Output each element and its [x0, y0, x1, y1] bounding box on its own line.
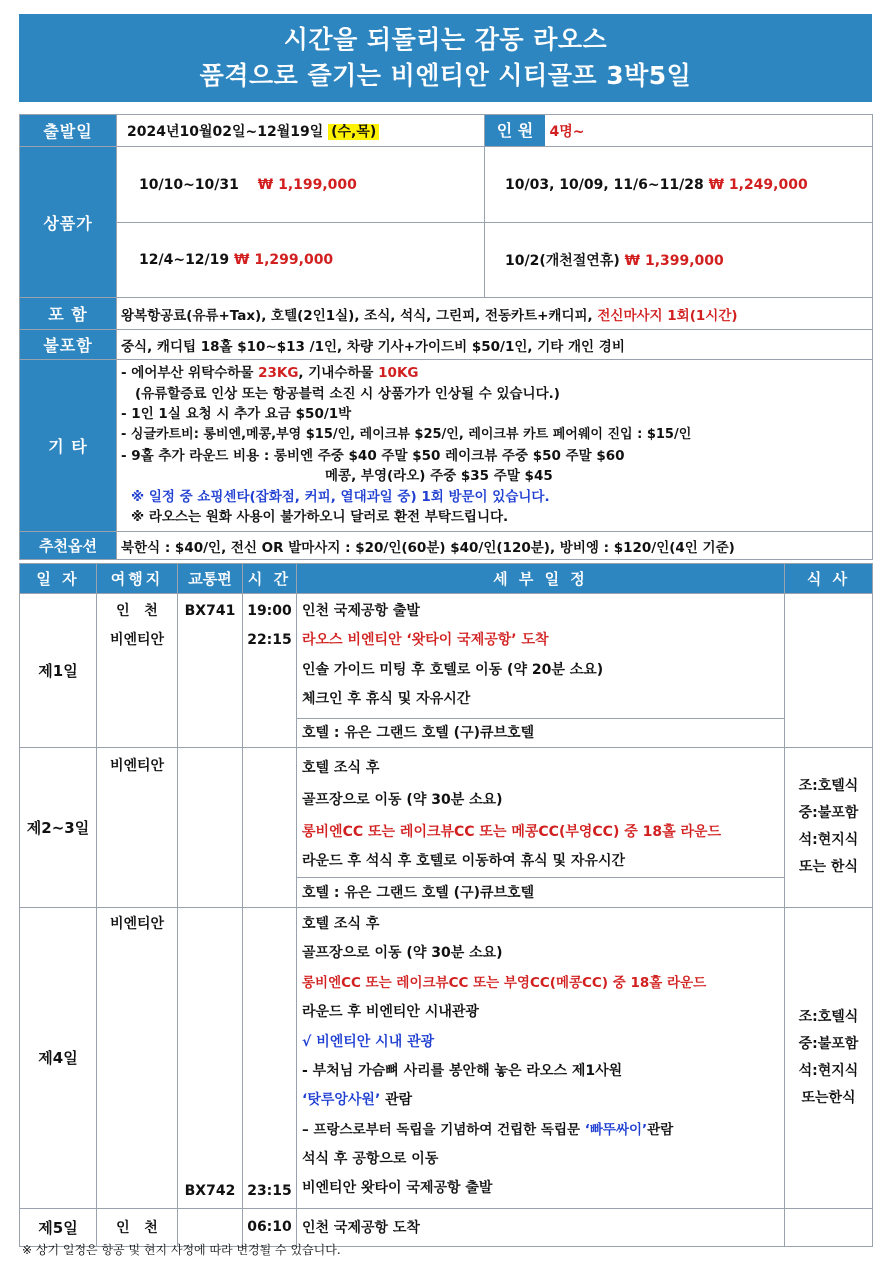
day5-place: 인 천 [97, 1208, 178, 1246]
day1-hotel: 호텔 : 유은 그랜드 호텔 (구)큐브호텔 [297, 718, 784, 747]
day5-meal [785, 1208, 873, 1246]
etc-line-2: (유류할증료 인상 또는 항공블럭 소진 시 상품가가 인상될 수 있습니다.) [135, 385, 560, 402]
schedule-row-day4 [20, 907, 873, 1208]
price-period-2: 10/03, 10/09, 11/6~11/28 [505, 176, 704, 193]
header-detail: 세 부 일 정 [297, 564, 785, 594]
day23-place: 비엔티안 [97, 747, 178, 907]
day23-hotel: 호텔 : 유은 그랜드 호텔 (구)큐브호텔 [297, 877, 784, 907]
depart-value: 2024년10월02일~12월19일 [127, 123, 324, 140]
etc-line-6: 메콩, 부영(라오) 주중 $35 주말 $45 [325, 468, 553, 485]
day23-time [243, 747, 297, 907]
people-cell [485, 115, 873, 147]
header-meal: 식 사 [785, 564, 873, 594]
depart-label: 출발일 [20, 115, 117, 147]
day1-place: 인 천 비엔티안 [97, 594, 178, 748]
day1-time: 19:00 22:15 [243, 594, 297, 748]
title-line-1: 시간을 되돌리는 감동 라오스 [283, 25, 608, 54]
day4-temple-line: ‘탓루앙사원’ 관람 [302, 1092, 413, 1109]
day4-transport: BX742 [178, 907, 243, 1208]
price-label: 상품가 [20, 147, 117, 298]
etc-label: 기 타 [20, 360, 117, 532]
schedule-row-day2-3 [20, 747, 873, 907]
day5-time: 06:10 [243, 1208, 297, 1246]
include-cell [117, 298, 873, 330]
price-cell-2 [485, 147, 873, 223]
etc-line-5: - 9홀 추가 라운드 비용 : 롱비엔 주중 $40 주말 $50 레이크뷰 주중 $50 주말 $60 [121, 447, 625, 464]
include-text: 왕복항공료(유류+Tax), 호텔(2인1실), 조식, 석식, 그린피, 전동카트+캐디피, [121, 307, 598, 324]
price-cell-4 [485, 223, 873, 298]
etc-line-4: - 싱글카트비: 롱비엔,메콩,부영 $15/인, 레이크뷰 $25/인, 레이크뷰 카트 페어웨이 진입 : $15/인 [121, 426, 692, 442]
day4-time: 23:15 [243, 907, 297, 1208]
etc-currency-note: ※ 라오스는 원화 사용이 불가하오니 달러로 환전 부탁드립니다. [131, 509, 509, 526]
day23-label: 제2~3일 [20, 747, 97, 907]
include-massage: 전신마사지 1회(1시간) [597, 307, 738, 324]
page-header [19, 14, 872, 102]
etc-line-1: - 에어부산 위탁수하물 23KG, 기내수하물 10KG [121, 365, 419, 382]
day4-detail: 호텔 조식 후 골프장으로 이동 (약 30분 소요) 롱비엔CC 또는 레이크뷰CC 또는 부영CC(메콩CC) 중 18홀 라운드 라운드 후 비엔티안 시내관광 √ 비엔티안 시내 관광 - 부처님 가슴뼈 사리를 봉안해 놓은 라오스 제1사원 ‘탓루앙사원’ 관람 – 프랑스로부터 독립을 기념하여 건립한 독립문 ‘빠뚜싸이’관람 석식 후 공항으로 이동 비엔티안 왓타이 국제공항 출발 [297, 907, 785, 1208]
price-period-1: 10/10~10/31 [139, 176, 239, 193]
header-place: 여행지 [97, 564, 178, 594]
day1-label: 제1일 [20, 594, 97, 748]
day1-detail: 인천 국제공항 출발 라오스 비엔티안 ‘왓타이 국제공항’ 도착 인솔 가이드 미팅 후 호텔로 이동 (약 20분 소요) 체크인 후 휴식 및 자유시간 호텔 : 유은 그랜드 호텔 (구)큐브호텔 [297, 594, 785, 748]
header-day: 일 자 [20, 564, 97, 594]
title-line-2: 품격으로 즐기는 비엔티안 시티골프 3박5일 [199, 61, 692, 90]
etc-line-3: - 1인 1실 요청 시 추가 요금 $50/1박 [121, 406, 352, 423]
exclude-label: 불포함 [20, 330, 117, 360]
include-label: 포 함 [20, 298, 117, 330]
option-label: 추천옵션 [20, 532, 117, 560]
schedule-row-day1 [20, 594, 873, 748]
day1-meal [785, 594, 873, 748]
people-label: 인 원 [485, 115, 545, 146]
price-cell-1 [117, 147, 485, 223]
etc-cell [117, 360, 873, 532]
people-value: 4명~ [549, 124, 585, 140]
option-text: 북한식 : $40/인, 전신 OR 발마사지 : $20/인(60분) $40/인(120분), 방비엥 : $120/인(4인 기준) [117, 532, 873, 560]
depart-cell [117, 115, 485, 147]
day5-detail: 인천 국제공항 도착 [297, 1208, 785, 1246]
price-amount-1: ₩ 1,199,000 [257, 176, 357, 193]
price-amount-3: ₩ 1,299,000 [234, 252, 334, 268]
footer-note: ※ 상기 일정은 항공 및 현지 사정에 따라 변경될 수 있습니다. [22, 1243, 341, 1257]
etc-shopping-note: ※ 일정 중 쇼핑센타(잡화점, 커피, 열대과일 중) 1회 방문이 있습니다. [131, 488, 550, 505]
price-period-4: 10/2(개천절연휴) [505, 253, 620, 269]
day5-label: 제5일 [20, 1208, 97, 1246]
day23-detail: 호텔 조식 후 골프장으로 이동 (약 30분 소요) 롱비엔CC 또는 레이크뷰CC 또는 메콩CC(부영CC) 중 18홀 라운드 라운드 후 석식 후 호텔로 이동하여 휴식 및 자유시간 호텔 : 유은 그랜드 호텔 (구)큐브호텔 [297, 747, 785, 907]
info-table [19, 114, 873, 560]
day1-transport: BX741 [178, 594, 243, 748]
price-amount-2: ₩ 1,249,000 [708, 176, 808, 193]
header-time: 시 간 [243, 564, 297, 594]
exclude-text: 중식, 캐디팁 18홀 $10~$13 /1인, 차량 기사+가이드비 $50/1인, 기타 개인 경비 [117, 330, 873, 360]
schedule-table [19, 563, 873, 1247]
day4-label: 제4일 [20, 907, 97, 1208]
price-amount-4: ₩ 1,399,000 [624, 253, 724, 269]
depart-days: (수,목) [328, 124, 379, 140]
day23-transport [178, 747, 243, 907]
day4-gate-line: – 프랑스로부터 독립을 기념하여 건립한 독립문 ‘빠뚜싸이’관람 [302, 1121, 674, 1138]
day23-meal: 조:호텔식 중:불포함 석:현지식 또는 한식 [785, 747, 873, 907]
header-transport: 교통편 [178, 564, 243, 594]
price-cell-3 [117, 223, 485, 298]
price-period-3: 12/4~12/19 [139, 252, 230, 268]
day4-meal: 조:호텔식 중:불포함 석:현지식 또는한식 [785, 907, 873, 1208]
day4-place: 비엔티안 [97, 907, 178, 1208]
